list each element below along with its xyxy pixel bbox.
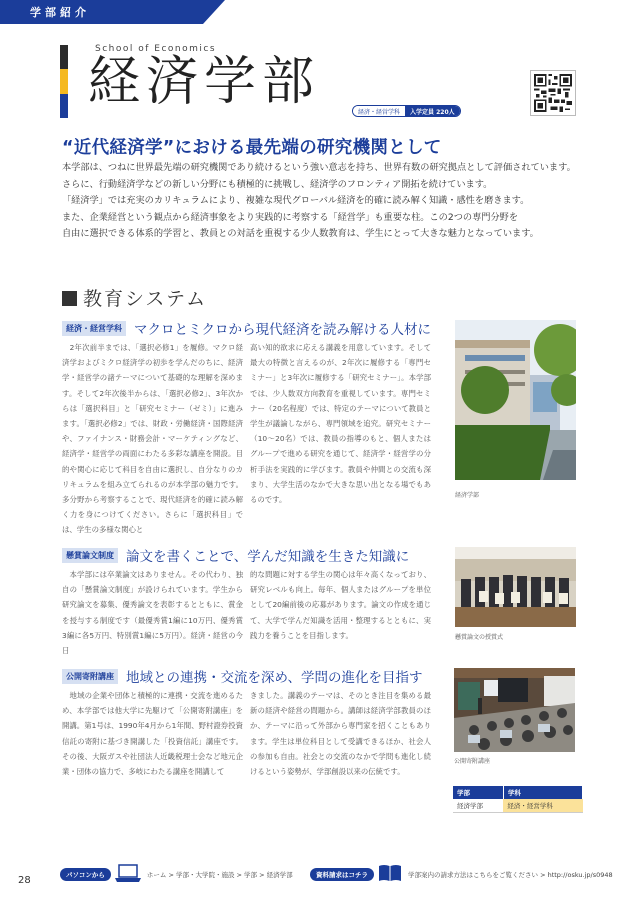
body-column: 本学部には卒業論文はありません。その代わり、独自の「懸賞論文制度」が設けられています。学生から研究論文を募集、優秀論文を表彰するとともに、賞金を授与する制度です（最優秀賞1編に10万円、優秀賞3編に各5万円、特別賞1編に5万円）。経済・経営の今日 (62, 570, 243, 656)
intro-line: さらに、行動経済学などの新しい分野にも積極的に挑戦し、経済学のフロンティア開拓を続けています。 (62, 178, 493, 190)
footer-request-link[interactable] (310, 864, 613, 884)
body-column: 地域の企業や団体と積極的に連携・交流を進めるため、本学部では他大学に先駆けて「公開寄附講座」を開講。第1号は、1990年4月から1年間、野村證券投資信託の寄附に基づき開講した「投資信託」講座です。その後、大阪ガスや社団法人近畿税理士会など地元企業・団体の協力で、多岐にわたる講座を開講して (62, 691, 243, 777)
page-title: 経済学部 (88, 52, 321, 112)
intro-line: 本学部は、つねに世界最先端の研究機関であり続けるという強い意志を持ち、世界有数の研究拠点として評価されています。 (62, 162, 576, 173)
intro-line: また、企業経営という観点から経済事象をより実践的に考察する「経営学」も重要な柱。この2つの専門分野を (62, 211, 519, 223)
award-ceremony-photo (455, 547, 576, 627)
department-capacity-badge (352, 105, 461, 117)
body-column: 2年次前半までは、「選択必修1」を履修。マクロ経済学およびミクロ経済学の初歩を学んだのちに、経済学・経営学の諸テーマについて基礎的な理解を深めます。そして2年次後半からは、「選択必修2」、3年次からは「選択科目」と「研究セミナー（ゼミ）」に進みます。「選択必修2」では、財政・労働経済・国際経済や、ファイナンス・財務会計・マーケティングなど、経済学・経営学の両面にわたる多彩な講座を開設。目的や関心に応じて科目を自由に選択し、自分なりのカリキュラムを組み立てられるのが本学部の魅力です。多分野から考察することで、現代経済を的確に読み解く力を身につけてください。さらに「選択科目」では、学生の多様な関心と (62, 343, 243, 535)
request-label: 資料請求はコチラ (310, 868, 374, 881)
intro-line: 「経済学」では充実のカリキュラムにより、複雑な現代グローバル経済を的確に読み解く知識・感性を磨きます。 (62, 195, 530, 207)
lecture-photo (454, 668, 575, 752)
subsection-heading (62, 666, 422, 686)
laptop-icon (115, 864, 141, 884)
table-header: 学部 (453, 786, 503, 799)
body-column: 高い知的欲求に応える講義を用意しています。そして最大の特徴と言えるのが、2年次に履修する「専門セミナー」と3年次に履修する「研究セミナー」。本学部では、少人数双方向教育を重視しています。専門セミナー（20名程度）では、特定のテーマについて教員と学生が議論しながら、専門領域を追究。研究セミナー（10〜20名）では、教員の指導のもと、個人またはグループで進める研究を通じて、経済学・経営学の分析手法を実践的に学びます。教員や仲間との交流も深まり、大学生活のなかで大きな思い出となる場でもあるのです。 (250, 343, 431, 505)
table-cell: 経済・経営学科 (503, 799, 582, 813)
footer-pc-link[interactable] (60, 864, 293, 884)
body-column: きました。講義のテーマは、そのとき注目を集める最新の経済や経営の問題から。講師は経済学部教員のほか、テーマに沿って外部から専門家を招くこともあります。学生は単位科目として受講できるほか、社会人の参加も自由。社会との交流のなかで学問も進化し続けるという姿勢が、学部創設以来の伝統です。 (250, 691, 431, 777)
body-column: 的な問題に対する学生の関心は年々高くなっており、研究レベルも向上。毎年、個人またはグループを単位として20編前後の応募があります。論文の作成を通じて、大学で学んだ知識を活用・整理するとともに、実践力を養うことを目指します。 (250, 570, 431, 640)
photo-caption: 経済学部 (455, 492, 480, 499)
pc-breadcrumb[interactable]: ホーム > 学部・大学院・施設 > 学部 > 経済学部 (146, 870, 293, 879)
qr-code-icon[interactable] (530, 70, 576, 116)
table-row (453, 799, 583, 813)
capacity-label: 入学定員 220人 (405, 106, 460, 116)
category-label: 学部紹介 (30, 6, 90, 19)
department-label: 経済・経営学科 (353, 106, 405, 116)
intro-line: 自由に選択できる体系的学習と、教員との対話を重視する少人数教育は、学生にとって大きな魅力となっています。 (62, 228, 539, 240)
subsection-title: マクロとミクロから現代経済を読み解ける人材に (134, 322, 431, 338)
section-title (62, 284, 207, 311)
subsection-heading (62, 318, 431, 338)
subsection-tag: 公開寄附講座 (62, 669, 118, 684)
section-title-text: 教育システム (83, 288, 208, 310)
department-table (453, 786, 583, 813)
table-cell: 経済学部 (453, 799, 503, 813)
intro-headline: “近代経済学”における最先端の研究機関として (62, 138, 442, 158)
subsection-heading (62, 545, 409, 565)
subsection-tag: 経済・経営学科 (62, 321, 126, 336)
table-header: 学科 (503, 786, 582, 799)
pc-label: パソコンから (60, 868, 111, 881)
subsection-title: 地域との連携・交流を深め、学問の進化を目指す (126, 670, 423, 686)
intro-paragraph (62, 160, 602, 243)
table-header-row (453, 786, 583, 799)
category-band (0, 0, 225, 24)
photo-caption: 公開寄附講座 (454, 758, 491, 765)
campus-photo (455, 320, 576, 480)
book-icon (378, 864, 402, 884)
request-text[interactable]: 学部案内の請求方法はこちらをご覧ください > http://osku.jp/s0948 (408, 870, 613, 879)
page-number: 28 (18, 875, 31, 886)
subtitle-english: School of Economics (95, 44, 217, 54)
square-bullet-icon (62, 291, 77, 306)
title-color-bar (60, 45, 68, 118)
subsection-tag: 懸賞論文制度 (62, 548, 118, 563)
photo-caption: 懸賞論文の授賞式 (455, 634, 504, 641)
subsection-title: 論文を書くことで、学んだ知識を生きた知識に (126, 549, 410, 565)
